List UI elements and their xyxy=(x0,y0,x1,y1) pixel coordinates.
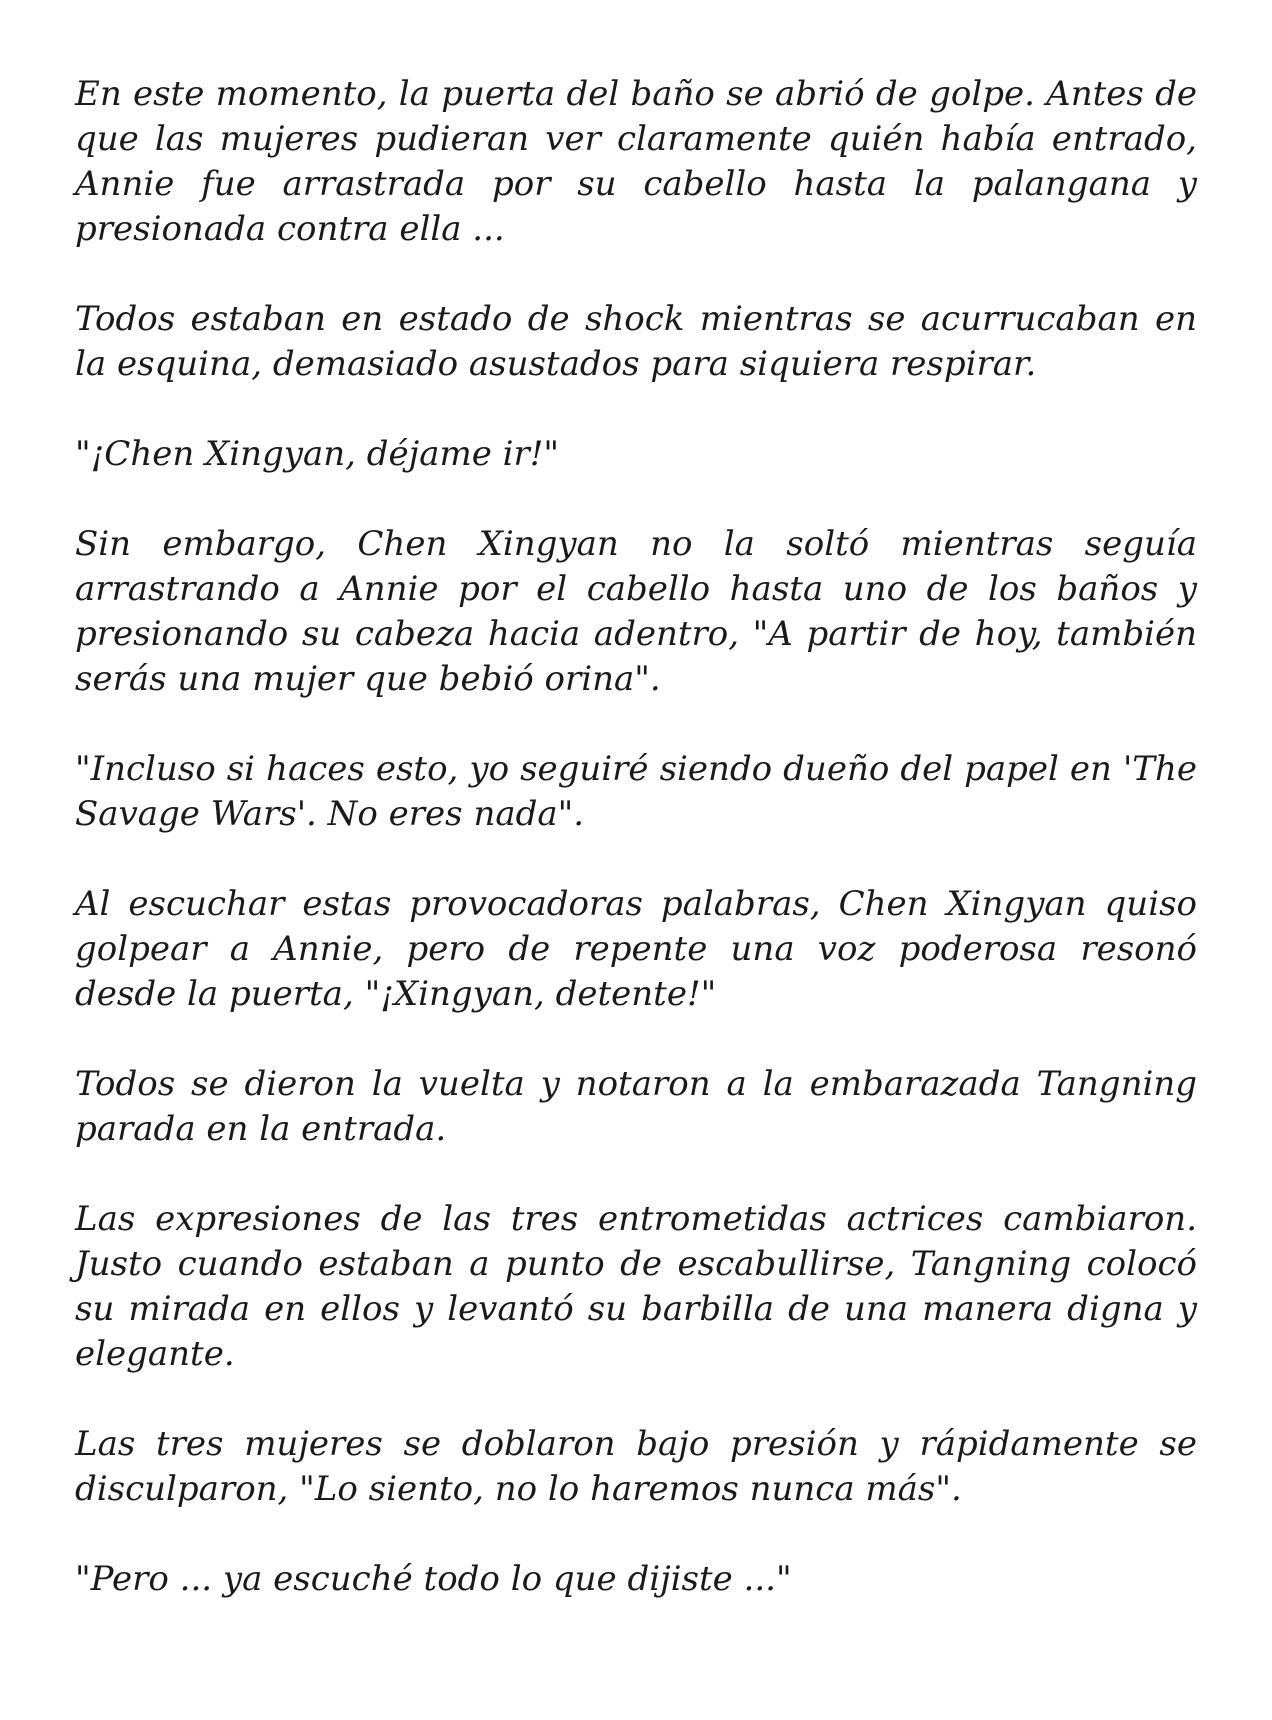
document-page xyxy=(75,72,1197,1602)
paragraph-5: "Incluso si haces esto, yo seguiré siendo dueño del papel en 'The Savage Wars'. No eres nada". xyxy=(75,749,1197,834)
paragraph-9: Las tres mujeres se doblaron bajo presión y rápidamente se disculparon, "Lo siento, no lo haremos nunca más". xyxy=(75,1424,1197,1509)
paragraph-4: Sin embargo, Chen Xingyan no la soltó mientras seguía arrastrando a Annie por el cabello hasta uno de los baños y presionando su cabeza hacia adentro, "A partir de hoy, también serás una mujer que bebió orina". xyxy=(75,524,1197,699)
paragraph-1: En este momento, la puerta del baño se abrió de golpe. Antes de que las mujeres pudieran ver claramente quién había entrado, Annie fue arrastrada por su cabello hasta la palangana y presionada contra ella ... xyxy=(75,74,1197,249)
paragraph-3: "¡Chen Xingyan, déjame ir!" xyxy=(75,434,560,474)
paragraph-7: Todos se dieron la vuelta y notaron a la embarazada Tangning parada en la entrada. xyxy=(75,1064,1197,1149)
paragraph-8: Las expresiones de las tres entrometidas actrices cambiaron. Justo cuando estaban a punto de escabullirse, Tangning colocó su mirada en ellos y levantó su barbilla de una manera digna y elegante. xyxy=(75,1199,1197,1374)
paragraph-6: Al escuchar estas provocadoras palabras, Chen Xingyan quiso golpear a Annie, pero de repente una voz poderosa resonó desde la puerta, "¡Xingyan, detente!" xyxy=(75,884,1197,1014)
paragraph-10: "Pero ... ya escuché todo lo que dijiste ..." xyxy=(75,1559,792,1599)
paragraph-2: Todos estaban en estado de shock mientras se acurrucaban en la esquina, demasiado asustados para siquiera respirar. xyxy=(75,299,1197,384)
